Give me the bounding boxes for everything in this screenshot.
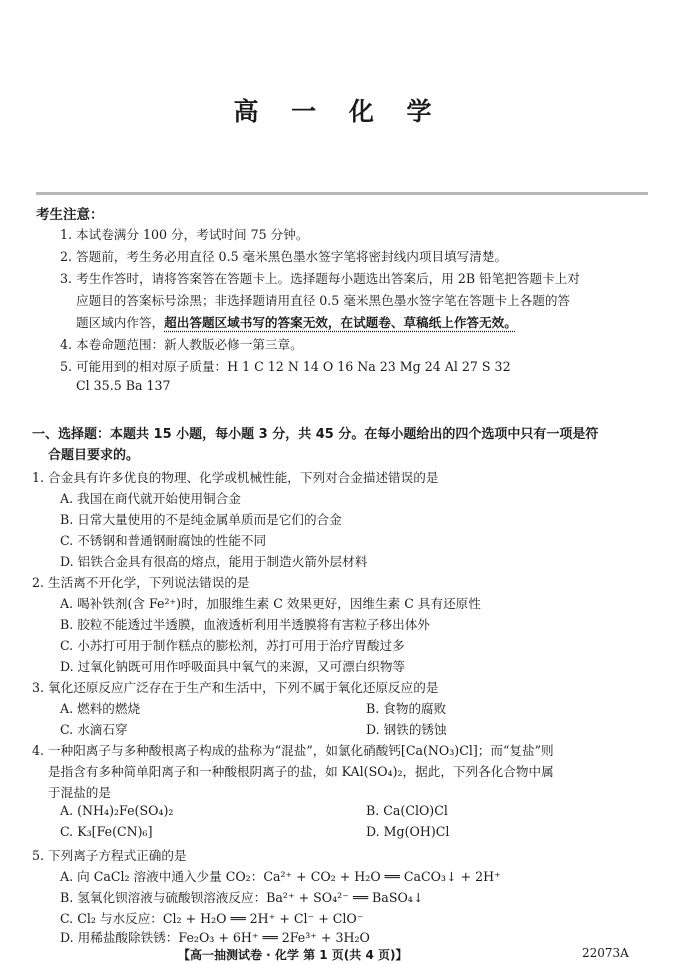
note-2: 2. 答题前，考生务必用直径 0.5 毫米黑色墨水签字笔将密封线内项目填写清楚。 [60, 249, 508, 264]
note-3-lead: 题区域内作答， [76, 315, 165, 330]
page-title: 高 一 化 学 [233, 97, 444, 126]
q3-option-d: D. 钢铁的锈蚀 [366, 722, 447, 737]
q3-option-c: C. 水滴石穿 [60, 722, 128, 737]
q1-option-b: B. 日常大量使用的不是纯金属单质而是它们的合金 [60, 512, 342, 527]
q2-option-c: C. 小苏打可用于制作糕点的膨松剂，苏打可用于治疗胃酸过多 [60, 638, 405, 653]
section-heading: 一、选择题：本题共 15 小题，每小题 3 分，共 45 分。在每小题给出的四个选项中只有一项是符 [32, 427, 599, 442]
q2-option-b: B. 胶粒不能透过半透膜，血液透析利用半透膜将有害粒子移出体外 [60, 617, 430, 632]
note-4: 4. 本卷命题范围：新人教版必修一第三章。 [60, 337, 303, 352]
q3-option-b: B. 食物的腐败 [366, 701, 447, 716]
q4-option-c: C. K₃[Fe(CN)₆] [60, 824, 153, 839]
note-5: 5. 可能用到的相对原子质量：H 1 C 12 N 14 O 16 Na 23 Mg 24 Al 27 S 32 [60, 359, 511, 374]
q4-stem: 4. 一种阳离子与多种酸根离子构成的盐称为“混盐”，如氯化硝酸钙[Ca(NO₃)Cl]；而“复盐”则 [32, 743, 554, 758]
note-3-line-3 [76, 312, 517, 331]
q2-stem: 2. 生活离不开化学，下列说法错误的是 [32, 575, 250, 590]
q4-option-a: A. (NH₄)₂Fe(SO₄)₂ [60, 803, 174, 818]
q1-option-a: A. 我国在商代就开始使用铜合金 [60, 491, 241, 506]
q1-option-d: D. 铝铁合金具有很高的熔点，能用于制造火箭外层材料 [60, 554, 368, 569]
q3-stem: 3. 氧化还原反应广泛存在于生产和生活中，下列不属于氧化还原反应的是 [32, 680, 439, 695]
note-5-line-2: Cl 35.5 Ba 137 [76, 378, 171, 393]
header-divider [36, 192, 648, 195]
q3-option-a: A. 燃料的燃烧 [60, 701, 141, 716]
q4-stem-line-3: 于混盐的是 [48, 785, 111, 800]
q5-option-d: D. 用稀盐酸除铁锈：Fe₂O₃ + 6H⁺ ══ 2Fe³⁺ + 3H₂O [60, 930, 370, 945]
q4-stem-line-2: 是指含有多种简单阳离子和一种酸根阴离子的盐，如 KAl(SO₄)₂，据此，下列各化合物中属 [48, 764, 554, 779]
q4-option-b: B. Ca(ClO)Cl [366, 803, 448, 818]
note-3-emphasis: 超出答题区域书写的答案无效，在试题卷、草稿纸上作答无效。 [164, 315, 517, 330]
footer-page-info: 【高一抽测试卷 · 化学 第 1 页(共 4 页)】 [178, 948, 408, 962]
q5-option-c: C. Cl₂ 与水反应：Cl₂ + H₂O ══ 2H⁺ + Cl⁻ + ClO⁻ [60, 911, 364, 926]
q5-stem: 5. 下列离子方程式正确的是 [32, 848, 187, 863]
note-1: 1. 本试卷满分 100 分，考试时间 75 分钟。 [60, 227, 309, 242]
note-3-line-2: 应题目的答案标号涂黑；非选择题请用直径 0.5 毫米黑色墨水签字笔在答题卡上各题的答 [76, 293, 571, 308]
q1-stem: 1. 合金具有许多优良的物理、化学或机械性能，下列对合金描述错误的是 [32, 470, 439, 485]
footer-code: 22073A [582, 946, 629, 960]
notice-heading: 考生注意： [36, 207, 104, 223]
q5-option-a: A. 向 CaCl₂ 溶液中通入少量 CO₂：Ca²⁺ + CO₂ + H₂O ══ CaCO₃↓ + 2H⁺ [60, 869, 501, 884]
q1-option-c: C. 不锈钢和普通钢耐腐蚀的性能不同 [60, 533, 267, 548]
note-3: 3. 考生作答时，请将答案答在答题卡上。选择题每小题选出答案后，用 2B 铅笔把答题卡上对 [60, 271, 580, 286]
q2-option-a: A. 喝补铁剂(含 Fe²⁺)时，加服维生素 C 效果更好，因维生素 C 具有还原性 [60, 596, 481, 611]
q4-option-d: D. Mg(OH)Cl [366, 824, 450, 839]
q2-option-d: D. 过氧化钠既可用作呼吸面具中氧气的来源，又可漂白织物等 [60, 659, 406, 674]
section-heading-line-2: 合题目要求的。 [48, 448, 140, 463]
q5-option-b: B. 氢氧化钡溶液与硫酸钡溶液反应：Ba²⁺ + SO₄²⁻ ══ BaSO₄↓ [60, 890, 424, 905]
